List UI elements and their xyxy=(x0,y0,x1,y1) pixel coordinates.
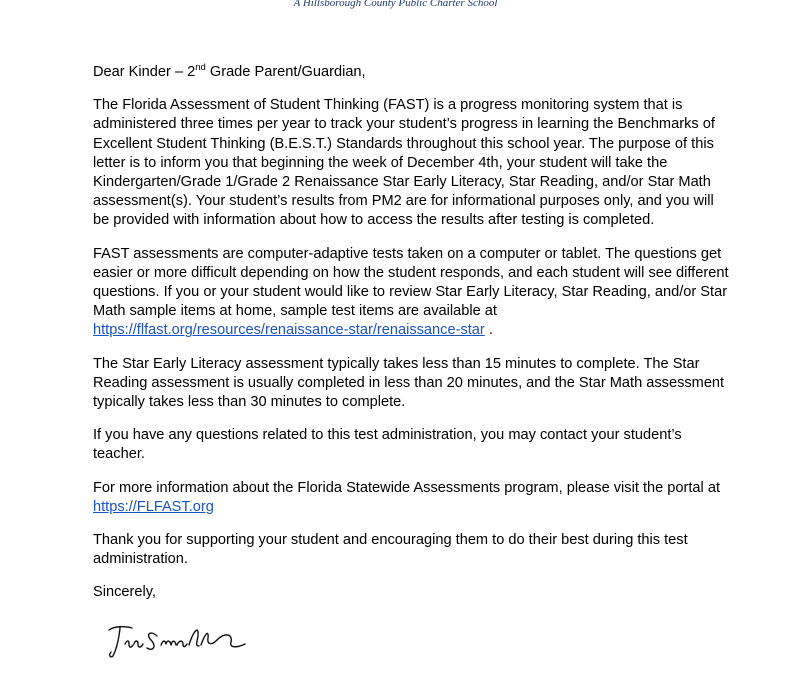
salutation xyxy=(93,63,733,82)
signature-image xyxy=(105,618,250,660)
paragraph-more-info-text: For more information about the Florida Statewide Assessments program, please visit the portal at xyxy=(93,479,721,496)
renaissance-star-link[interactable]: https://flfast.org/resources/renaissance-star/renaissance-star xyxy=(93,322,485,339)
letterhead-subtitle: A Hillsborough County Public Charter School xyxy=(293,0,498,9)
letter-body xyxy=(93,63,733,603)
closing: Sincerely, xyxy=(93,584,156,601)
paragraph-fast-intro: The Florida Assessment of Student Thinking (FAST) is a progress monitoring system that is administered three times per year to track your student’s progress in learning the Benchmarks of Excellent Student Thinking (B.E.S.T.) Standards throughout this school year. The purpose of this letter is to inform you that beginning the week of December 4th, your student will take the Kindergarten/Grade 1/Grade 2 Renaissance Star Early Literacy, Star Reading, and/or Star Math assessment(s). Your student’s results from PM2 are for informational purposes only, and you will be provided with information about how to access the results after testing is completed. xyxy=(93,97,715,229)
paragraph-computer-adaptive-end: . xyxy=(484,322,493,339)
salutation-start: Dear Kinder – 2 xyxy=(93,64,196,80)
flfast-portal-link[interactable]: https://FLFAST.org xyxy=(93,498,214,515)
paragraph-computer-adaptive-text: FAST assessments are computer-adaptive tests taken on a computer or tablet. The questions get easier or more difficult depending on how the student responds, and each student will see different questions. If you or your student would like to review Star Early Literacy, Star Reading, and/or Star Math sample items at home, sample test items are available at xyxy=(93,245,729,320)
paragraph-more-info xyxy=(93,479,733,517)
paragraph-questions: If you have any questions related to this test administration, you may contact your student’s teacher. xyxy=(93,427,682,463)
paragraph-thank-you: Thank you for supporting your student and encouraging them to do their best during this test administration. xyxy=(93,532,688,568)
salutation-ordinal: nd xyxy=(195,62,206,73)
paragraph-test-duration: The Star Early Literacy assessment typically takes less than 15 minutes to complete. The Star Reading assessment is usually completed in less than 20 minutes, and the Star Math assessment typically takes less than 30 minutes to complete. xyxy=(93,355,725,411)
paragraph-computer-adaptive xyxy=(93,245,733,341)
salutation-end: Grade Parent/Guardian, xyxy=(205,64,366,80)
